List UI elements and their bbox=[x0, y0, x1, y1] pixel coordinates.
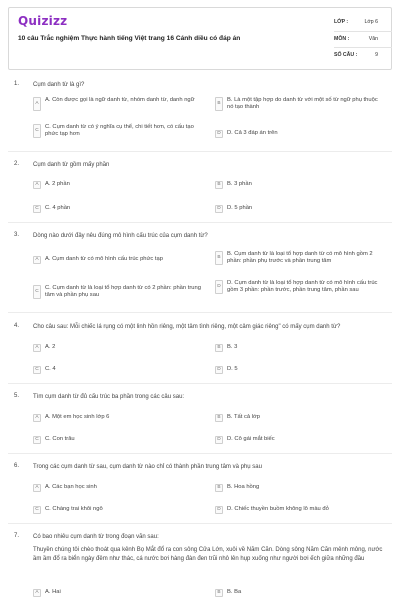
option-text: A. 2 bbox=[45, 344, 56, 350]
option-text: A. Cụm danh từ có mô hình cấu trúc phức tạp bbox=[45, 256, 163, 262]
option-text: D. Cả 3 đáp án trên bbox=[227, 130, 278, 136]
option-text: D. Cụm danh từ là loại tổ hợp danh từ có mô hình cấu trúc gồm 3 phần: phần trước, phần trung tâm, phần sau bbox=[227, 280, 378, 294]
option-letter: C bbox=[33, 506, 41, 514]
question-number: 4. bbox=[14, 323, 20, 329]
option-letter: C bbox=[33, 205, 41, 213]
question-number: 5. bbox=[14, 393, 20, 399]
option-text: C. Cụm danh từ là loại tổ hợp danh từ có 2 phần: phần trung tâm và phần phụ sau bbox=[45, 285, 201, 299]
option-letter: D bbox=[215, 366, 223, 374]
question-text: Trong các cụm danh từ sau, cụm danh từ nào chỉ có thành phần trung tâm và phụ sau bbox=[33, 464, 262, 470]
option-letter: C bbox=[33, 436, 41, 444]
divider bbox=[8, 383, 392, 384]
question-passage: Thuyền chúng tôi chèo thoát qua kênh Bọ Mắt đổ ra con sông Cửa Lớn, xuôi về Năm Căn. Dòng sông Năm Căn mênh mông, nước ầm ầm đổ ra biển ngày đêm như thác, cá nước bơi hàng đàn đen trũi nhô lên hụp xuống như người bơi ếch giữa những đầu bbox=[33, 547, 383, 562]
option-letter: B bbox=[215, 589, 223, 597]
option-text: C. 4 bbox=[45, 366, 56, 372]
option-letter: B bbox=[215, 181, 223, 189]
option-text: D. 5 phần bbox=[227, 205, 253, 211]
option-text: B. Tất cả lớp bbox=[227, 414, 261, 420]
option-letter: A bbox=[33, 484, 41, 492]
option-text: A. Một em học sinh lớp 6 bbox=[45, 414, 110, 420]
option-letter: A bbox=[33, 414, 41, 422]
option-text: B. Cụm danh từ là loại tổ hợp danh từ có mô hình gồm 2 phần: phần phụ trước và phần trung tâm bbox=[227, 251, 373, 265]
divider bbox=[8, 312, 392, 313]
option-letter: D bbox=[215, 506, 223, 514]
divider bbox=[8, 151, 392, 152]
option-text: D. Chiếc thuyền buồm không lô màu đỏ bbox=[227, 506, 329, 512]
option-letter: B bbox=[215, 414, 223, 422]
meta-key: SỐ CÂU : bbox=[334, 52, 358, 58]
option-letter: D bbox=[215, 280, 223, 294]
meta-row-class bbox=[334, 15, 392, 29]
question-text: Cho câu sau: Mỗi chiếc lá rụng có một linh hồn riêng, một tâm tình riêng, một cảm giác riêng" có mấy cụm danh từ? bbox=[33, 324, 341, 330]
meta-row-count bbox=[334, 47, 392, 61]
option-text: A. Hai bbox=[45, 589, 61, 595]
option-text: B. 3 phần bbox=[227, 181, 252, 187]
meta-row-subject bbox=[334, 31, 392, 45]
option-letter: C bbox=[33, 366, 41, 374]
option-letter: D bbox=[215, 436, 223, 444]
meta-value: 9 bbox=[375, 52, 378, 58]
option-text: D. 5 bbox=[227, 366, 238, 372]
option-letter: C bbox=[33, 124, 41, 138]
question-text: Cụm danh từ là gì? bbox=[33, 82, 85, 88]
question-text: Có bao nhiêu cụm danh từ trong đoạn văn sau: bbox=[33, 534, 159, 540]
question-number: 6. bbox=[14, 463, 20, 469]
option-letter: B bbox=[215, 97, 223, 111]
option-text: A. Các bạn học sinh bbox=[45, 484, 97, 490]
option-letter: B bbox=[215, 484, 223, 492]
question-number: 7. bbox=[14, 533, 20, 539]
divider bbox=[8, 453, 392, 454]
question-number: 1. bbox=[14, 81, 20, 87]
option-letter: A bbox=[33, 97, 41, 111]
option-text: B. Là một tập hợp do danh từ với một số từ ngữ phụ thuộc nó tạo thành bbox=[227, 97, 378, 111]
question-text: Dòng nào dưới đây nêu đúng mô hình cấu trúc của cụm danh từ? bbox=[33, 233, 208, 239]
option-letter: A bbox=[33, 589, 41, 597]
meta-value: Văn bbox=[368, 36, 378, 42]
option-text: C. Cụm danh từ có ý nghĩa cụ thể, chi tiết hơn, có cấu tạo phức tạp hơn bbox=[45, 124, 194, 138]
option-letter: B bbox=[215, 344, 223, 352]
option-letter: A bbox=[33, 344, 41, 352]
option-text: B. 3 bbox=[227, 344, 238, 350]
option-text: B. Hoa hồng bbox=[227, 484, 260, 490]
meta-value: Lớp 6 bbox=[364, 19, 378, 25]
page-title: 10 câu Trắc nghiệm Thực hành tiếng Việt trang 16 Cánh diều có đáp án bbox=[18, 35, 241, 42]
option-letter: B bbox=[215, 251, 223, 265]
question-text: Tìm cụm danh từ đủ cấu trúc ba phần trong các câu sau: bbox=[33, 394, 185, 400]
option-letter: D bbox=[215, 205, 223, 213]
option-letter: A bbox=[33, 256, 41, 264]
divider bbox=[8, 523, 392, 524]
meta-key: LỚP : bbox=[334, 19, 349, 25]
worksheet-header bbox=[8, 7, 392, 70]
option-text: C. 4 phần bbox=[45, 205, 71, 211]
meta-key: MÔN : bbox=[334, 36, 350, 42]
question-text: Cụm danh từ gồm mấy phần bbox=[33, 162, 110, 168]
divider bbox=[8, 222, 392, 223]
option-text: C. Con trâu bbox=[45, 436, 75, 442]
question-number: 2. bbox=[14, 161, 20, 167]
option-letter: C bbox=[33, 285, 41, 299]
option-text: C. Chàng trai khôi ngô bbox=[45, 506, 103, 512]
option-letter: D bbox=[215, 130, 223, 138]
quizizz-logo: Quizizz bbox=[18, 14, 68, 28]
option-text: A. Còn được gọi là ngữ danh từ, nhóm danh từ, danh ngữ bbox=[45, 97, 195, 103]
option-text: A. 2 phần bbox=[45, 181, 70, 187]
option-text: B. Ba bbox=[227, 589, 242, 595]
question-number: 3. bbox=[14, 232, 20, 238]
option-letter: A bbox=[33, 181, 41, 189]
option-text: D. Cô gái mắt biếc bbox=[227, 436, 275, 442]
